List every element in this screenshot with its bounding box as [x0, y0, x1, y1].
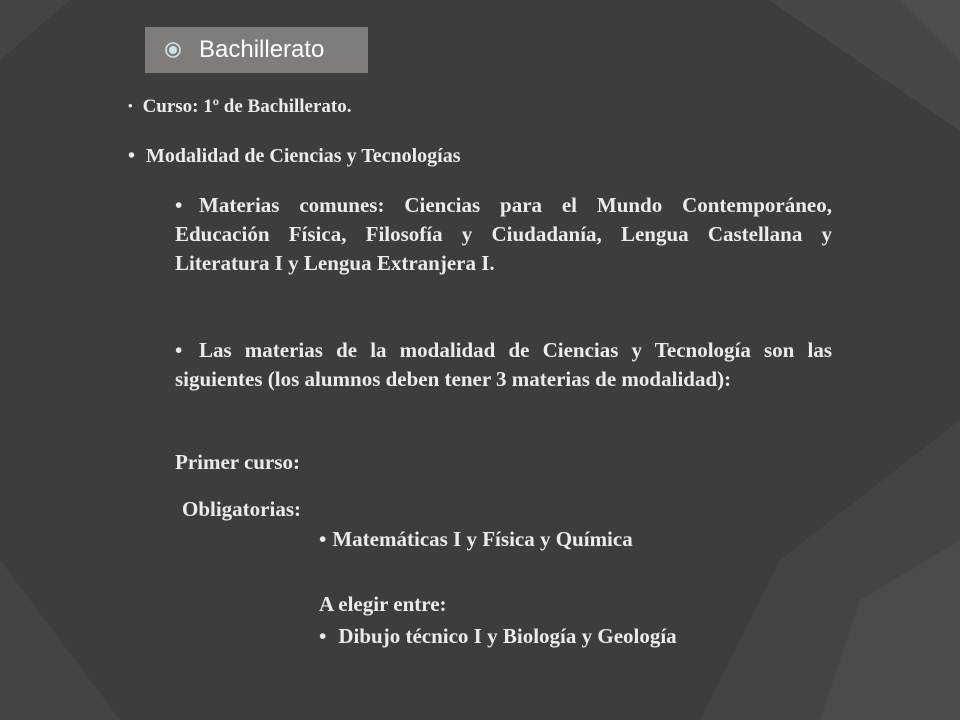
bullet-icon: •: [319, 527, 327, 551]
primer-curso-label: Primer curso:: [175, 450, 300, 474]
paragraph-materias-comunes: [175, 191, 832, 278]
title-box: [145, 27, 368, 73]
bullet-icon: •: [319, 624, 327, 648]
dibujo-text: Dibujo técnico I y Biología y Geología: [338, 624, 677, 648]
list-item-modalidad: [128, 145, 461, 168]
bullet-icon: •: [175, 193, 183, 217]
radio-circle-icon: [165, 42, 181, 58]
bullet-icon: •: [175, 338, 183, 362]
curso-text: Curso: 1º de Bachillerato.: [142, 96, 352, 117]
slide-title: Bachillerato: [199, 36, 325, 63]
bullet-icon: •: [128, 98, 133, 113]
obligatorias-label: Obligatorias:: [182, 497, 301, 521]
materias-modalidad-text: Las materias de la modalidad de Ciencias y Tecnología son las siguientes (los alumnos deben tener 3 materias de modalidad):: [175, 338, 832, 391]
modalidad-text: Modalidad de Ciencias y Tecnologías: [146, 145, 461, 167]
list-item-dibujo: [319, 624, 677, 649]
materias-comunes-text: Materias comunes: Ciencias para el Mundo Contemporáneo, Educación Física, Filosofía y Ciudadanía, Lengua Castellana y Literatura I y Lengua Extranjera I.: [175, 193, 832, 275]
list-item-curso: [128, 96, 351, 118]
matematicas-text: Matemáticas I y Física y Química: [332, 527, 633, 551]
list-item-matematicas: [319, 527, 633, 552]
paragraph-materias-modalidad: [175, 336, 832, 394]
a-elegir-label: A elegir entre:: [319, 592, 447, 616]
bullet-icon: •: [128, 145, 136, 167]
